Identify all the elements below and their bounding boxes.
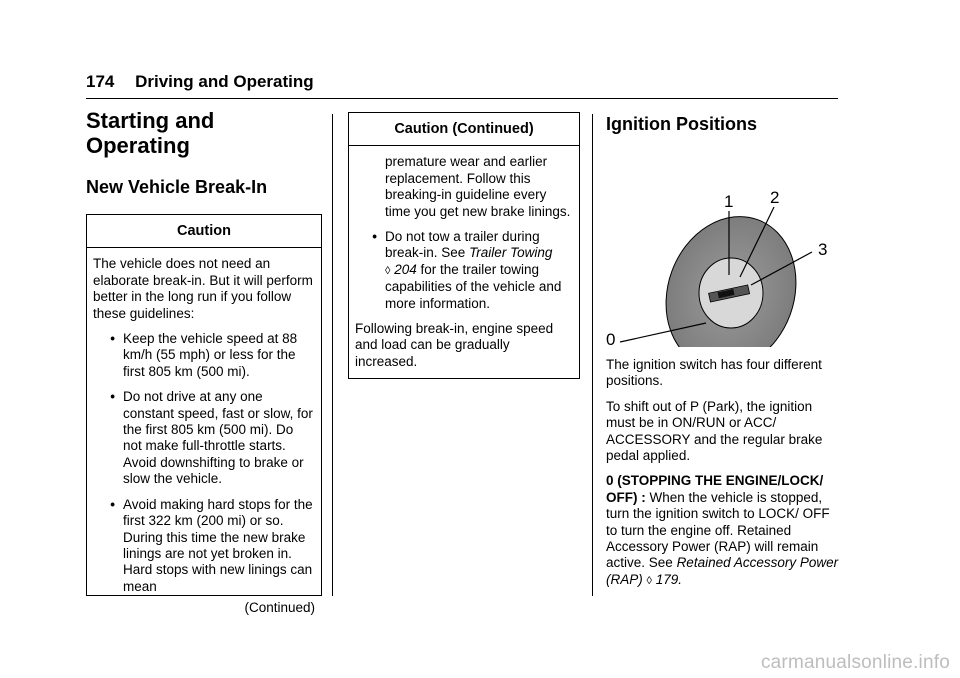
list-item: [93, 389, 315, 487]
link-rap[interactable]: Retained Accessory Power (RAP): [606, 555, 839, 587]
page-ref-number[interactable]: 204: [394, 261, 417, 277]
caution-closing: Following break-in, engine speed and load can be gradually increased.: [355, 321, 554, 369]
caution-continued-box: [348, 112, 580, 379]
column-divider-2: [592, 114, 593, 596]
bullet-text-post: for the trailer towing capabilities of the vehicle and more information.: [385, 261, 562, 311]
column-3: [606, 108, 842, 598]
continued-label: (Continued): [244, 600, 315, 616]
ignition-switch-figure: [606, 147, 842, 347]
bullet-text: [385, 229, 573, 312]
position-label-1: 1: [724, 192, 734, 211]
chapter-title: Driving and Operating: [135, 72, 314, 91]
position-label-0: 0: [606, 330, 616, 347]
bullet-icon: •: [110, 496, 115, 512]
bullet-text: Avoid making hard stops for the first 322 km (200 mi) or so. During this time the new brake linings are not yet broken in. Hard stops with new linings can mean: [123, 496, 313, 594]
position-body: When the vehicle is stopped, turn the ignition switch to LOCK/ OFF to turn the engine off. Retained Accessory Power (RAP) will remain active. See: [606, 489, 830, 571]
bullet-text: Keep the vehicle speed at 88 km/h (55 mph) or less for the first 805 km (500 mi).: [123, 331, 298, 379]
bullet-text: Do not drive at any one constant speed, fast or slow, for the first 805 km (500 mi). Do not make full-throttle starts. Avoid downshifting to brake or slow the vehicle.: [123, 389, 313, 487]
link-trailer-towing[interactable]: Trailer Towing: [469, 245, 553, 261]
caution-box: [86, 214, 322, 616]
page-ref-icon: ◊: [385, 264, 391, 277]
section-title: Ignition Positions: [606, 114, 757, 134]
caution-title: Caution: [87, 215, 321, 248]
ignition-para-1: The ignition switch has four different positions.: [606, 357, 822, 389]
position-label-2: 2: [770, 188, 780, 207]
position-label-3: 3: [818, 240, 828, 259]
column-1: [86, 108, 322, 616]
caution-continued-text: premature wear and earlier replacement. Follow this breaking-in guideline every time you get new brake linings.: [385, 154, 571, 219]
watermark: carmanualsonline.info: [760, 652, 950, 673]
page-ref-number[interactable]: 179.: [655, 571, 682, 587]
column-2: [348, 112, 580, 379]
column-divider-1: [332, 114, 333, 596]
list-item: [93, 331, 315, 380]
header-rule: [86, 98, 838, 99]
bullet-text-pre: Do not tow a trailer during break-in. See: [385, 229, 540, 261]
ignition-para-3: [606, 473, 842, 589]
position-term: 0 (STOPPING THE ENGINE/LOCK/ OFF) :: [606, 473, 824, 505]
bullet-icon: •: [372, 229, 377, 245]
page-ref-icon: ◊: [646, 574, 652, 587]
page-number: 174: [86, 72, 115, 91]
caution-intro: The vehicle does not need an elaborate break-in. But it will perform better in the long run if you follow these guidelines:: [93, 256, 313, 321]
ignition-para-2: To shift out of P (Park), the ignition must be in ON/RUN or ACC/ ACCESSORY and the regular brake pedal applied.: [606, 398, 823, 464]
bullet-icon: •: [110, 389, 115, 405]
subsection-title: New Vehicle Break-In: [86, 177, 268, 197]
list-item: [355, 229, 573, 312]
list-item: [93, 497, 315, 595]
bullet-icon: •: [110, 331, 115, 347]
section-title: Starting and Operating: [86, 108, 215, 158]
page-header: [86, 72, 314, 92]
caution-title: Caution (Continued): [349, 113, 579, 146]
